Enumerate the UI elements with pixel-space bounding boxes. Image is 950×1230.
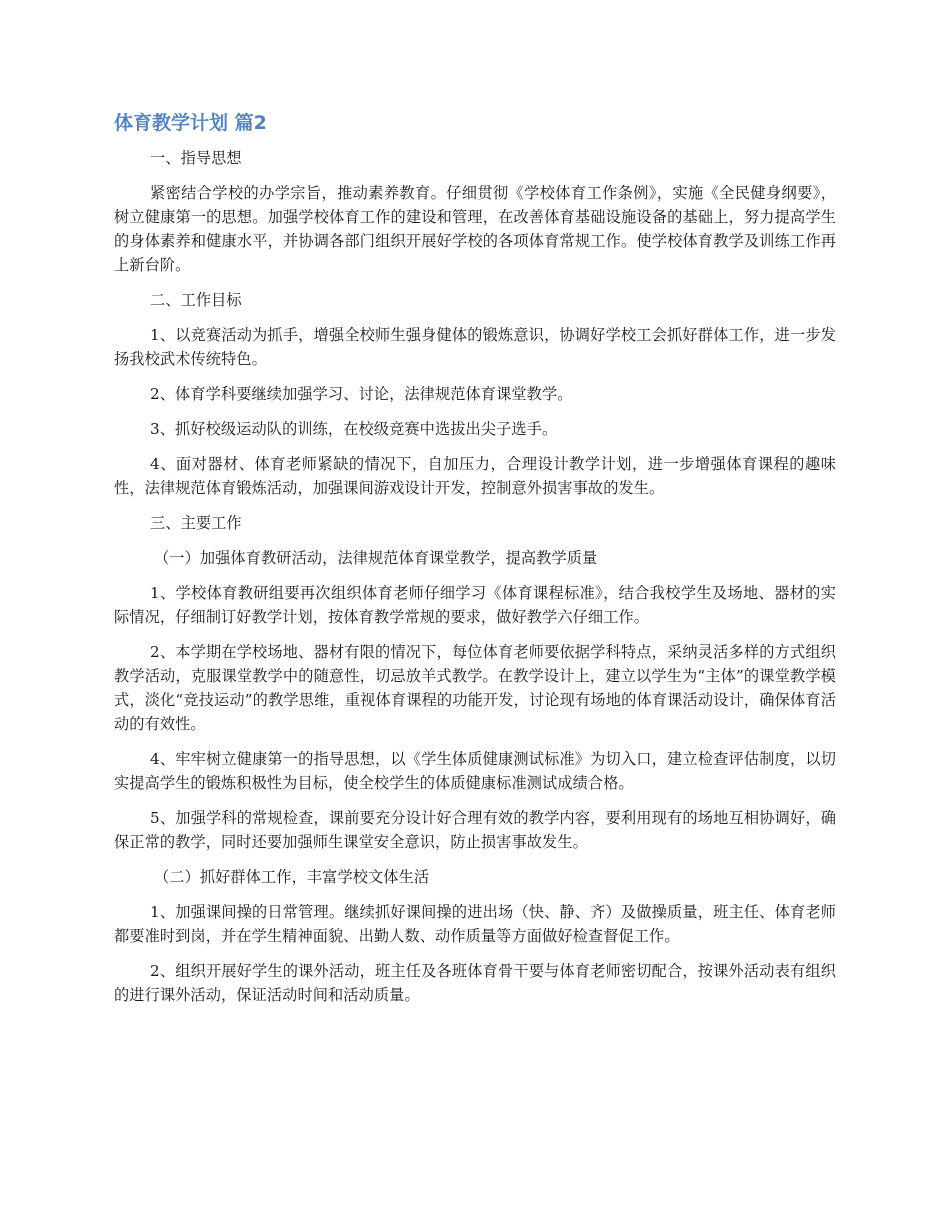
subheading-teaching-research: （一）加强体育教研活动，法律规范体育课堂教学，提高教学质量 bbox=[154, 549, 598, 567]
subheading-group-work: （二）抓好群体工作，丰富学校文体生活 bbox=[154, 868, 430, 886]
main-work-item-4: 4、牢牢树立健康第一的指导思想，以《学生体质健康测试标准》为切入口，建立检查评估制度，以切实提高学生的锻炼积极性为目标，使全校学生的体质健康标准测试成绩合格。 bbox=[114, 750, 836, 792]
section-heading-main-work: 三、主要工作 bbox=[150, 514, 242, 532]
goal-item-2: 2、体育学科要继续加强学习、讨论，法律规范体育课堂教学。 bbox=[150, 385, 573, 403]
paragraph-guiding-ideology: 紧密结合学校的办学宗旨，推动素养教育。仔细贯彻《学校体育工作条例》，实施《全民健身纲要》，树立健康第一的思想。加强学校体育工作的建设和管理，在改善体育基础设施设备的基础上，努力提高学生的身体素养和健康水平，并协调各部门组织开展好学校的各项体育常规工作。使学校体育教学及训练工作再上新台阶。 bbox=[114, 184, 836, 274]
goal-item-3: 3、抓好校级运动队的训练，在校级竞赛中选拔出尖子选手。 bbox=[150, 420, 558, 438]
document-title: 体育教学计划 篇2 bbox=[114, 112, 267, 134]
goal-item-1: 1、以竞赛活动为抓手，增强全校师生强身健体的锻炼意识，协调好学校工会抓好群体工作，进一步发扬我校武术传统特色。 bbox=[114, 326, 836, 368]
group-work-item-2: 2、组织开展好学生的课外活动，班主任及各班体育骨干要与体育老师密切配合，按课外活动表有组织的进行课外活动，保证活动时间和活动质量。 bbox=[114, 962, 836, 1004]
goal-item-4: 4、面对器材、体育老师紧缺的情况下，自加压力，合理设计教学计划，进一步增强体育课程的趣味性，法律规范体育锻炼活动，加强课间游戏设计开发，控制意外损害事故的发生。 bbox=[114, 455, 836, 497]
section-heading-guiding-ideology: 一、指导思想 bbox=[150, 149, 242, 167]
group-work-item-1: 1、加强课间操的日常管理。继续抓好课间操的进出场（快、静、齐）及做操质量，班主任、体育老师都要准时到岗，并在学生精神面貌、出勤人数、动作质量等方面做好检查督促工作。 bbox=[114, 903, 836, 945]
section-heading-work-goals: 二、工作目标 bbox=[150, 291, 242, 309]
main-work-item-2: 2、本学期在学校场地、器材有限的情况下，每位体育老师要依据学科特点，采纳灵活多样的方式组织教学活动，克服课堂教学中的随意性，切忌放羊式教学。在教学设计上，建立以学生为“主体”的课堂教学模式，淡化“竞技运动”的教学思维，重视体育课程的功能开发，讨论现有场地的体育课活动设计，确保体育活动的有效性。 bbox=[114, 643, 836, 733]
document-page bbox=[114, 110, 836, 1018]
main-work-item-1: 1、学校体育教研组要再次组织体育老师仔细学习《体育课程标准》，结合我校学生及场地、器材的实际情况，仔细制订好教学计划，按体育教学常规的要求，做好教学六仔细工作。 bbox=[114, 584, 836, 626]
main-work-item-5: 5、加强学科的常规检查，课前要充分设计好合理有效的教学内容，要利用现有的场地互相协调好，确保正常的教学，同时还要加强师生课堂安全意识，防止损害事故发生。 bbox=[114, 809, 836, 851]
